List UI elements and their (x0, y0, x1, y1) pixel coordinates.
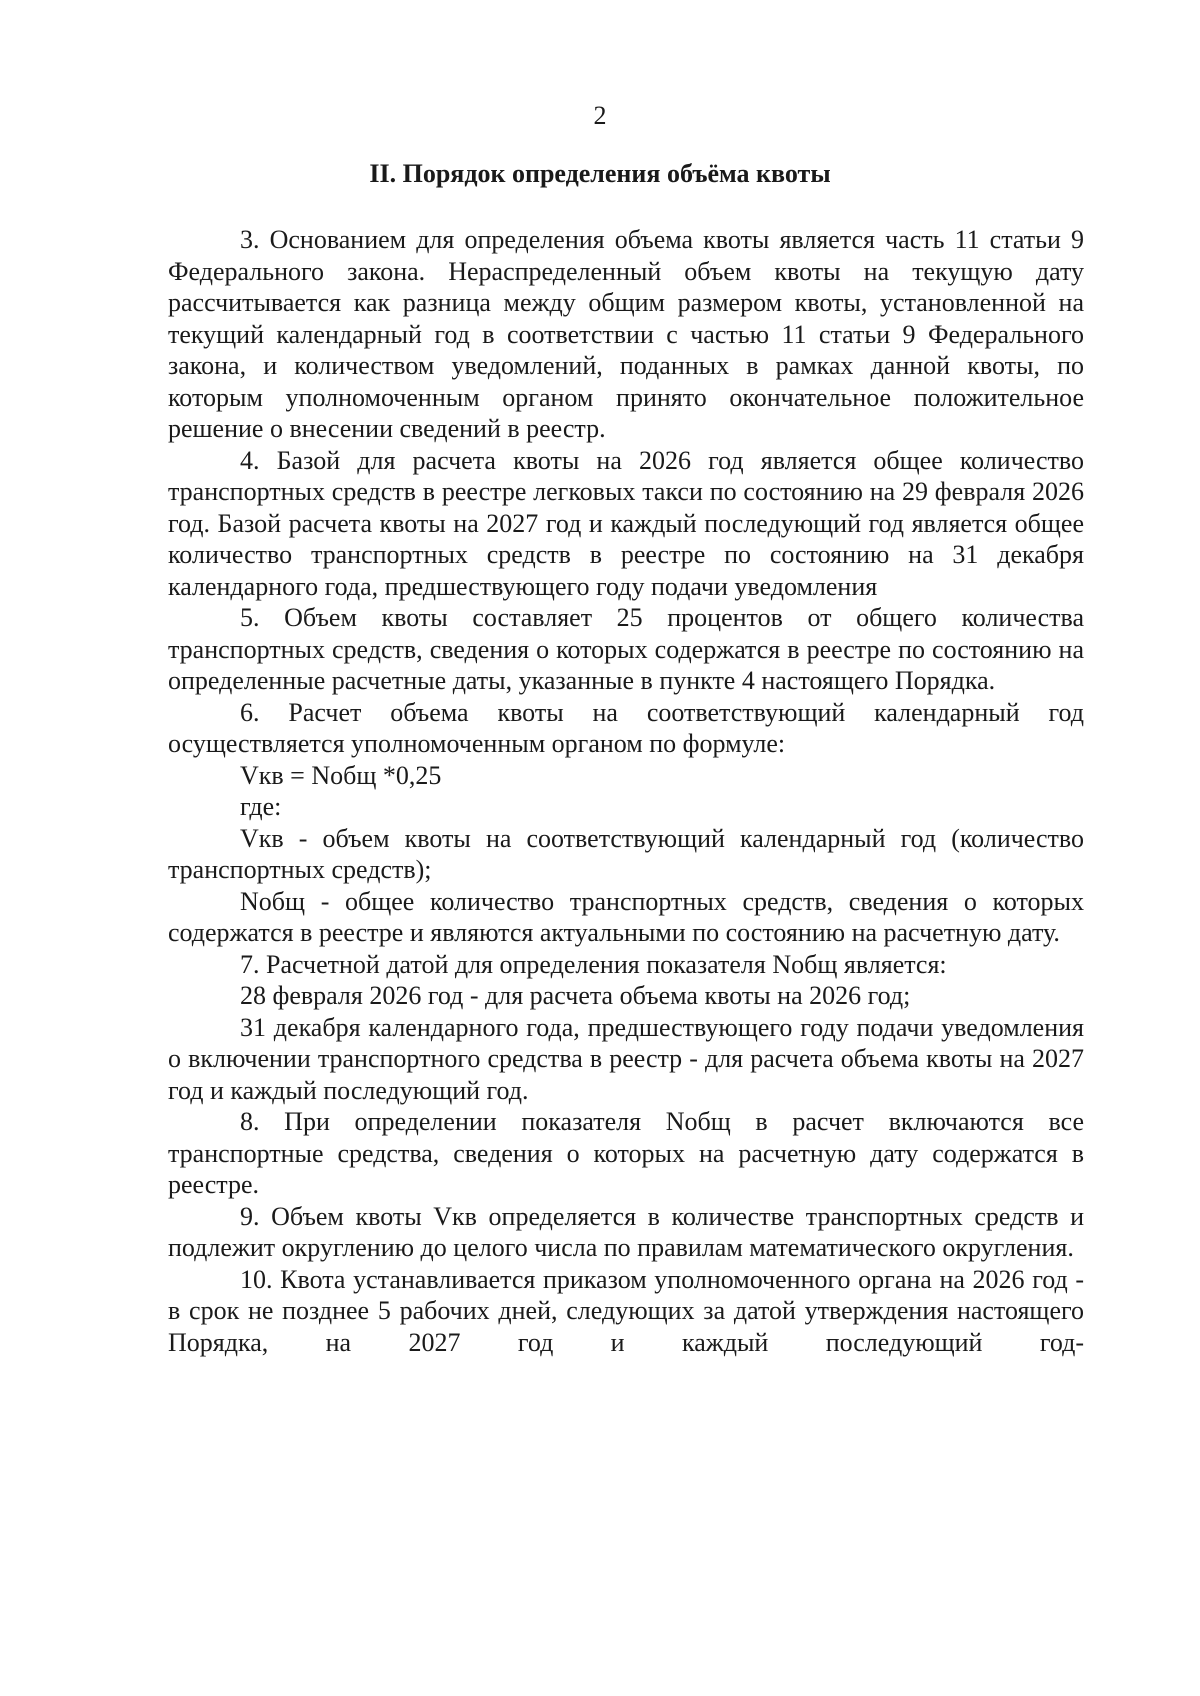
formula-definition-vkv: Vкв - объем квоты на соответствующий календарный год (количество транспортных средств); (168, 823, 1084, 884)
paragraph-9: 9. Объем квоты Vкв определяется в количестве транспортных средств и подлежит округлению до целого числа по правилам математического округления. (168, 1201, 1084, 1262)
paragraph-7-item-1: 28 февраля 2026 год - для расчета объема квоты на 2026 год; (240, 981, 911, 1010)
section-title: II. Порядок определения объёма квоты (369, 159, 831, 188)
paragraph-4: 4. Базой для расчета квоты на 2026 год является общее количество транспортных средств в реестре легковых такси по состоянию на 29 февраля 2026 год. Базой расчета квоты на 2027 год и каждый последующий год является общее количество транспортных средств в реестре по состоянию на 31 декабря календарного года, предшествующего году подачи уведомления (168, 445, 1084, 601)
paragraph-8: 8. При определении показателя Nобщ в расчет включаются все транспортные средства, сведения о которых на расчетную дату содержатся в реестре. (168, 1107, 1084, 1199)
paragraph-10: 10. Квота устанавливается приказом уполномоченного органа на 2026 год - в срок не позднее 5 рабочих дней, следующих за датой утверждения настоящего Порядка, на 2027 год и каждый последующий год- (168, 1264, 1084, 1357)
paragraph-3: 3. Основанием для определения объема квоты является часть 11 статьи 9 Федерального закона. Нераспределенный объем квоты на текущую дату рассчитывается как разница между общим размером квоты, установленной на текущий календарный год в соответствии с частью 11 статьи 9 Федерального закона, и количеством уведомлений, поданных в рамках данной квоты, по которым уполномоченным органом принято окончательное положительное решение о внесении сведений в реестр. (168, 225, 1084, 443)
formula: Vкв = Nобщ *0,25 (240, 760, 442, 790)
paragraph-7: 7. Расчетной датой для определения показателя Nобщ является: (240, 949, 947, 979)
formula-definition-nobsh: Nобщ - общее количество транспортных средств, сведения о которых содержатся в реестре и являются актуальными по состоянию на расчетную дату. (168, 886, 1084, 947)
paragraph-6: 6. Расчет объема квоты на соответствующий календарный год осуществляется уполномоченным органом по формуле: (168, 697, 1084, 758)
paragraph-5: 5. Объем квоты составляет 25 процентов от общего количества транспортных средств, сведения о которых содержатся в реестре по состоянию на определенные расчетные даты, указанные в пункте 4 настоящего Порядка. (168, 603, 1084, 695)
document-body (168, 224, 1084, 1358)
paragraph-7-item-2: 31 декабря календарного года, предшествующего году подачи уведомления о включении транспортного средства в реестр - для расчета объема квоты на 2027 год и каждый последующий год. (168, 1012, 1084, 1105)
page-number: 2 (593, 101, 607, 130)
formula-where: где: (240, 792, 282, 821)
